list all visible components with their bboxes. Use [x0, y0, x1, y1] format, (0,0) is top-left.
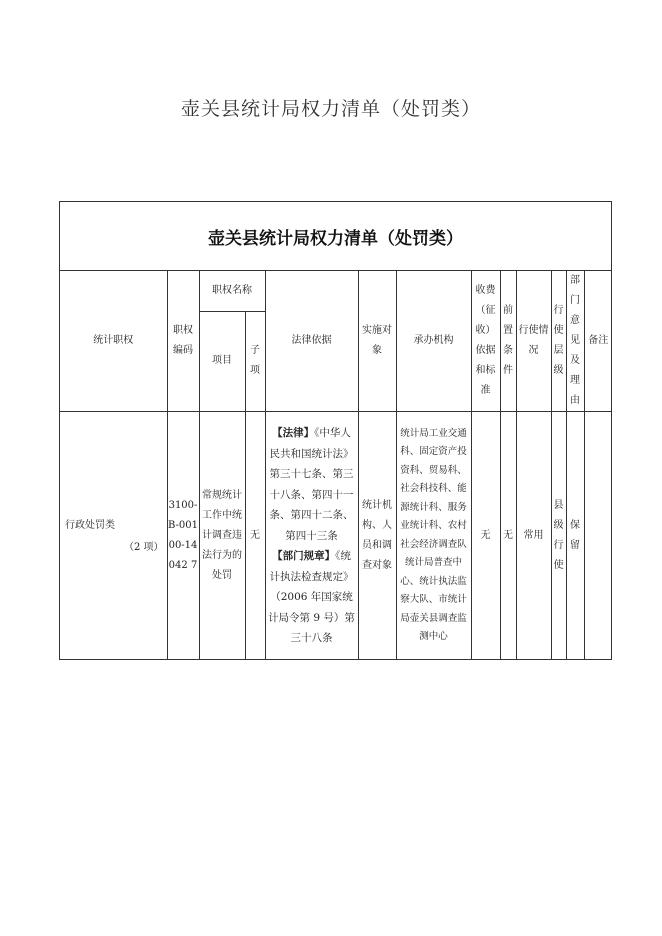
header-category: 统计职权 [60, 271, 167, 412]
header-exercise: 行使情况 [516, 271, 551, 412]
cell-code: 3100-B-00100-14042 7 [167, 412, 199, 660]
category-name: 行政处罚类 [65, 520, 115, 531]
header-precondition: 前置条件 [500, 271, 516, 412]
header-remark: 备注 [584, 271, 612, 412]
legal-law-tag: 【法律】 [272, 427, 315, 439]
cell-category [60, 412, 167, 660]
cell-item: 常规统计工作中统计调查违法行为的处罚 [199, 412, 245, 660]
table-title: 壶关县统计局权力清单（处罚类） [60, 202, 611, 271]
cell-target: 统计机构、人员和调查对象 [358, 412, 396, 660]
header-opinion: 部门意见及理由 [566, 271, 584, 412]
cell-subitem: 无 [245, 412, 265, 660]
cell-opinion: 保留 [566, 412, 584, 660]
header-level: 行使层级 [551, 271, 566, 412]
header-handler: 承办机构 [396, 271, 471, 412]
cell-legal-basis [265, 412, 358, 660]
category-count: （2 项） [124, 542, 164, 553]
header-legal-basis: 法律依据 [265, 271, 358, 412]
page-title: 壶关县统计局权力清单（处罚类） [180, 98, 481, 120]
power-list-table-frame [59, 201, 612, 660]
header-item: 项目 [199, 311, 245, 411]
legal-rule-text: 《统计执法检查规定》（2006 年国家统计局令第 9 号）第三十八条 [268, 550, 355, 644]
cell-level: 县级行使 [551, 412, 566, 660]
legal-rule-tag: 【部门规章】 [272, 550, 336, 562]
cell-fee: 无 [471, 412, 500, 660]
cell-remark [584, 412, 612, 660]
header-power-name: 职权名称 [199, 271, 265, 311]
header-code: 职权编码 [167, 271, 199, 412]
header-fee: 收费（征收）依据和标准 [471, 271, 500, 412]
power-list-table [60, 271, 612, 660]
table-row [60, 412, 612, 660]
header-subitem: 子项 [245, 311, 265, 411]
legal-law-text: 《中华人民共和国统计法》第三十七条、第三十八条、第四十一条、第四十二条、第四十三条 [269, 427, 354, 542]
header-row [60, 271, 612, 311]
cell-precondition: 无 [500, 412, 516, 660]
cell-handler: 统计局工业交通科、固定资产投资科、贸易科、社会科技科、能源统计科、服务业统计科、农村社会经济调查队统计局普查中心、统计执法监察大队、市统计局壶关县调查监测中心 [396, 412, 471, 660]
header-target: 实施对象 [358, 271, 396, 412]
cell-exercise: 常用 [516, 412, 551, 660]
